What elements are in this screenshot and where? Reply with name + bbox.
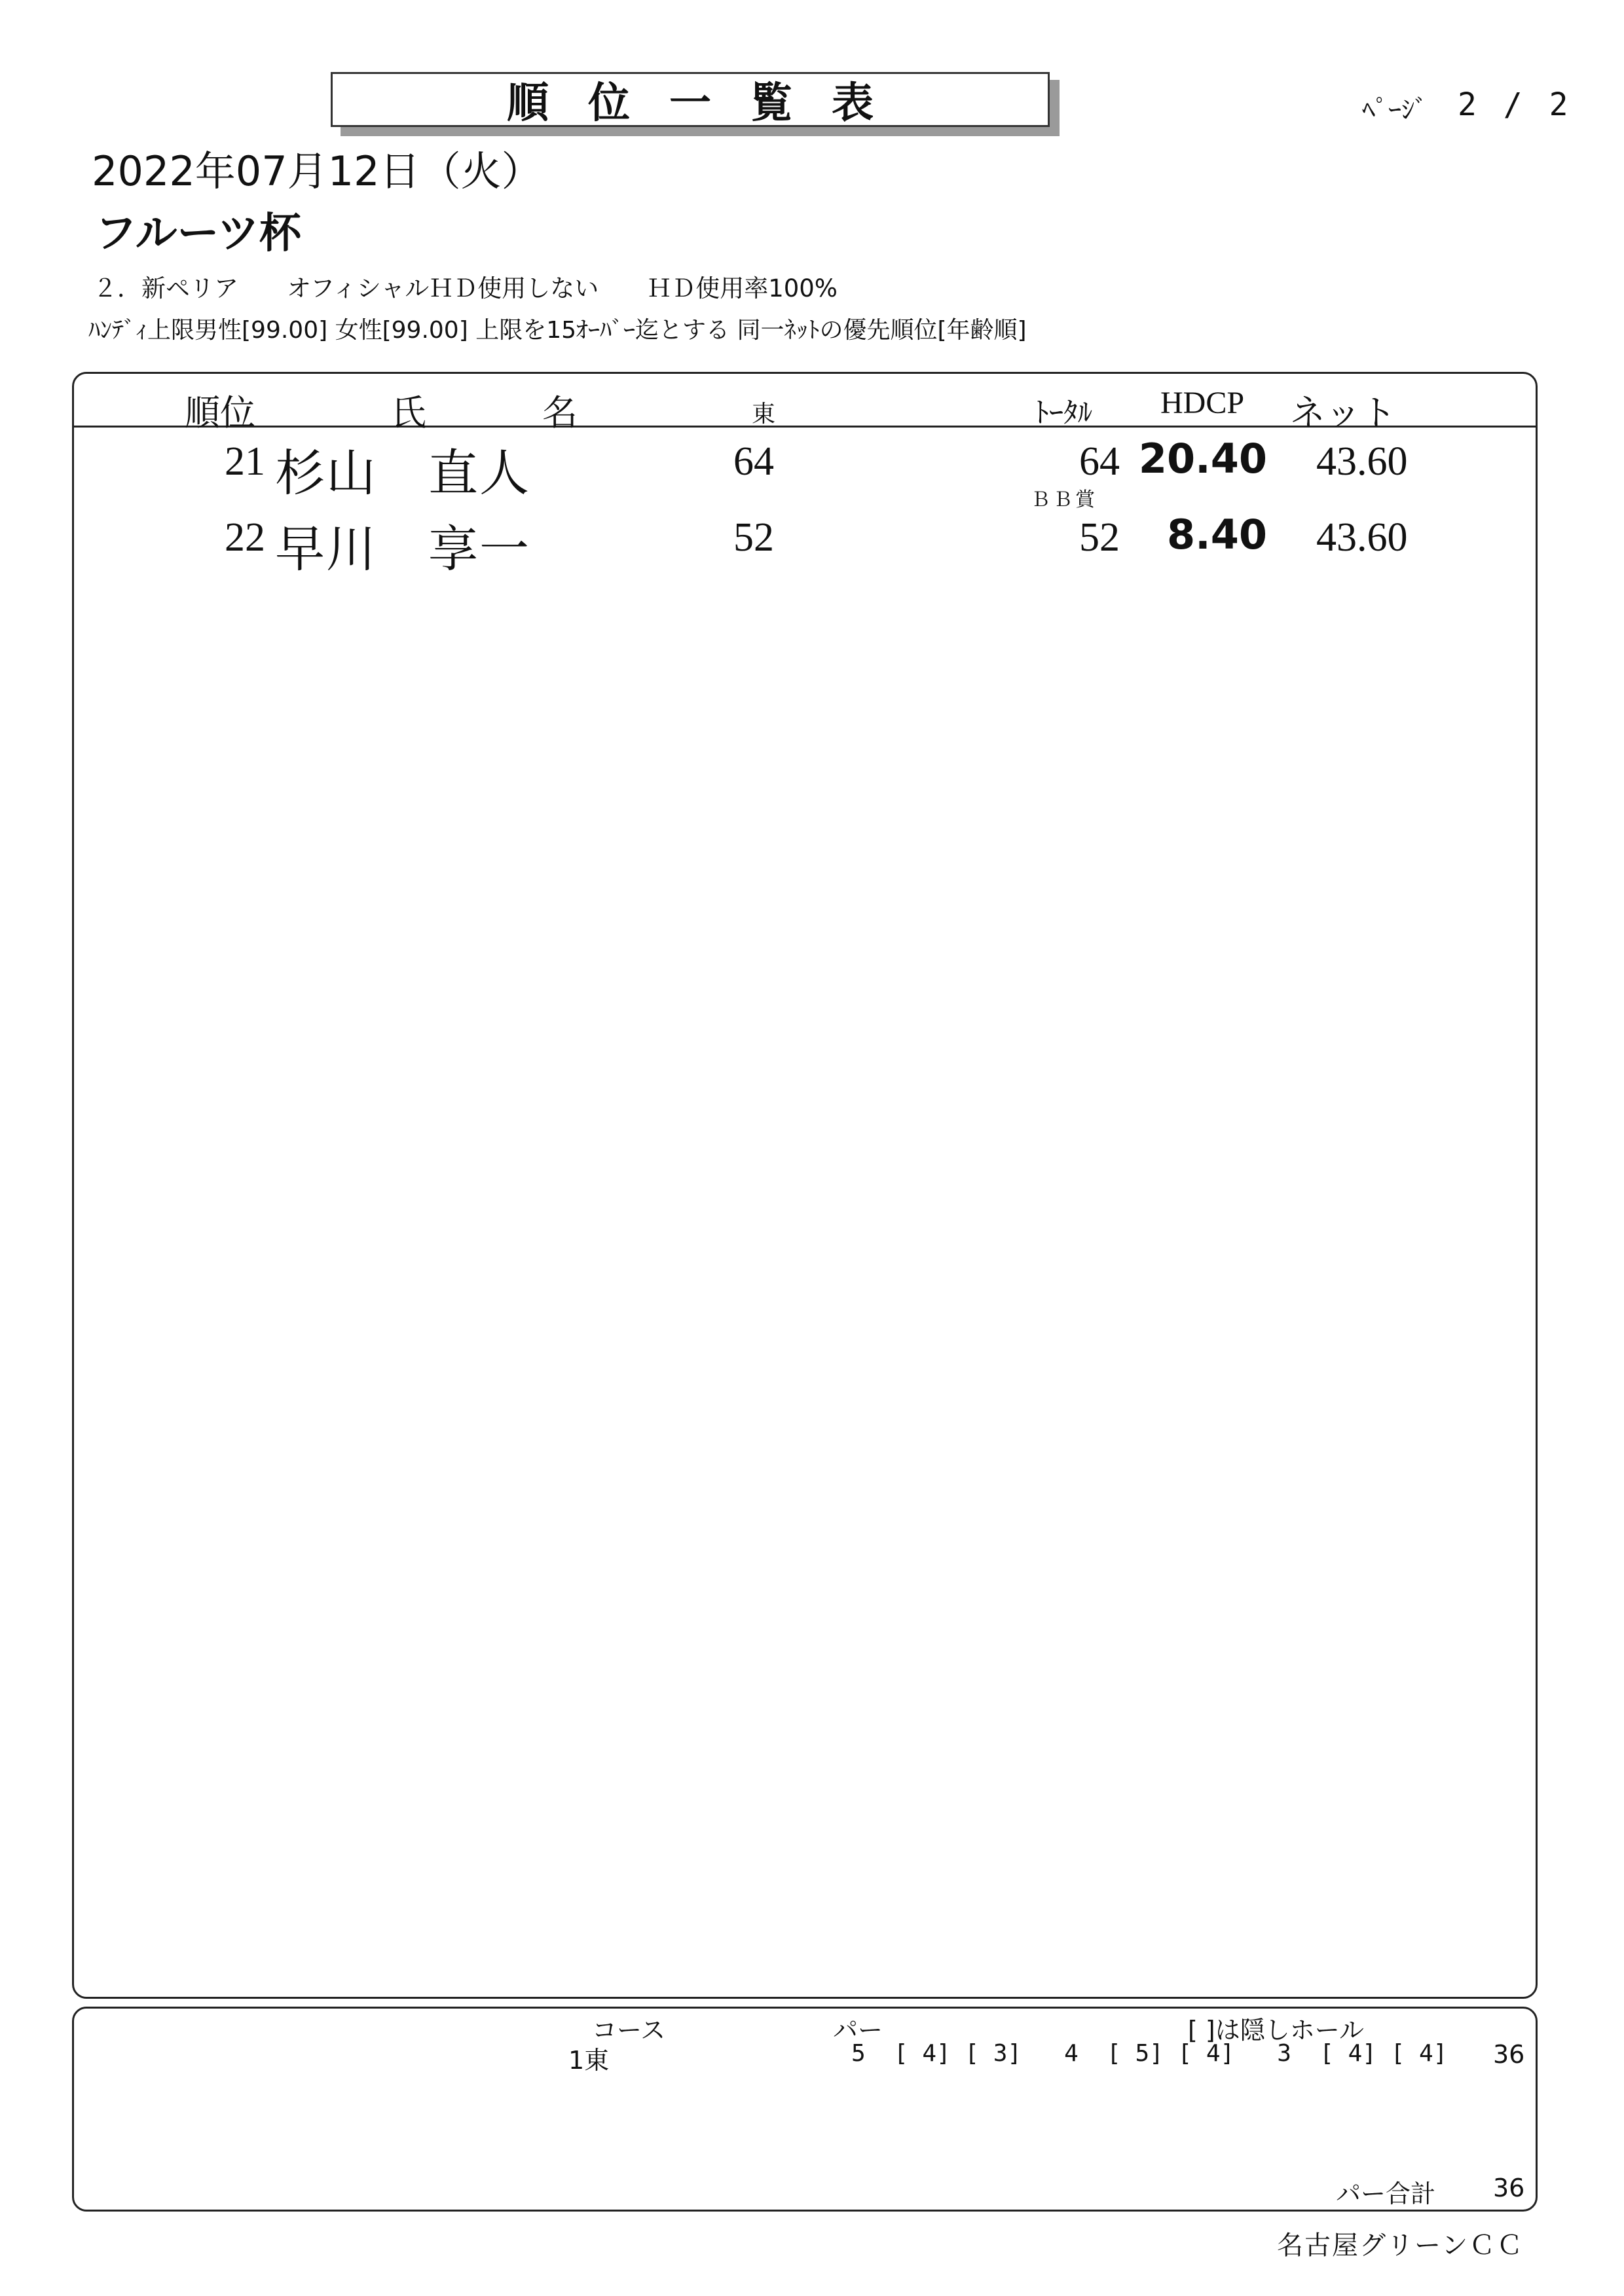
rank-cell: 21 [225,439,265,484]
column-header-name-2: 名 [542,393,578,433]
column-header-total: ﾄｰﾀﾙ [1035,397,1092,429]
course-header: コース [592,2016,666,2045]
par-header: パー [833,2016,883,2045]
total-score: 52 [1079,515,1120,560]
hdcp-value: 8.40 [1167,511,1267,558]
rank-cell: 22 [225,515,265,560]
player-name: 早川 享一 [275,522,530,577]
total-score: 64 [1079,439,1120,484]
hdcp-value: 20.40 [1138,435,1267,483]
column-header-net: ネット [1290,393,1396,433]
event-date: 2022年07月12日（火） [92,147,542,195]
column-header-east: 東 [752,401,776,427]
award-note: ＢＢ賞 [1031,489,1098,511]
course-name: 1東 [568,2046,610,2075]
column-header-hdcp: HDCP [1160,386,1245,420]
player-name: 杉山 直人 [275,446,530,501]
par-total-label: パー合計 [1336,2179,1436,2208]
par-total-value: 36 [1493,2174,1525,2202]
results-table-frame [72,372,1538,1999]
net-score: 43.60 [1316,515,1408,560]
column-header-name-1: 氏 [391,393,426,433]
page-label: ﾍﾟｰｼﾞ [1362,95,1428,125]
club-name: 名古屋グリーンＣＣ [1277,2231,1524,2261]
hole-pars: 5 [ 4] [ 3] 4 [ 5] [ 4] 3 [ 4] [ 4] [851,2040,1448,2067]
east-score: 52 [733,515,774,560]
east-score: 64 [733,439,774,484]
course-par-total: 36 [1493,2040,1525,2069]
hidden-hole-legend: [ ]は隠しホール [1188,2016,1364,2045]
column-header-rank: 順位 [185,393,255,433]
event-name: フルーツ杯 [95,210,301,258]
page-title: 順位一覧表 [331,72,1050,127]
rules-line-1: ２．新ペリア オフィシャルＨＤ使用しない ＨＤ使用率100% [93,274,838,302]
rules-line-2: ﾊﾝﾃﾞｨ上限男性[99.00] 女性[99.00] 上限を15ｵｰﾊﾞｰ迄とする 同一ﾈｯﾄの優先順位[年齢順] [88,317,1027,344]
page-number: 2 / 2 [1458,86,1572,123]
net-score: 43.60 [1316,439,1408,484]
